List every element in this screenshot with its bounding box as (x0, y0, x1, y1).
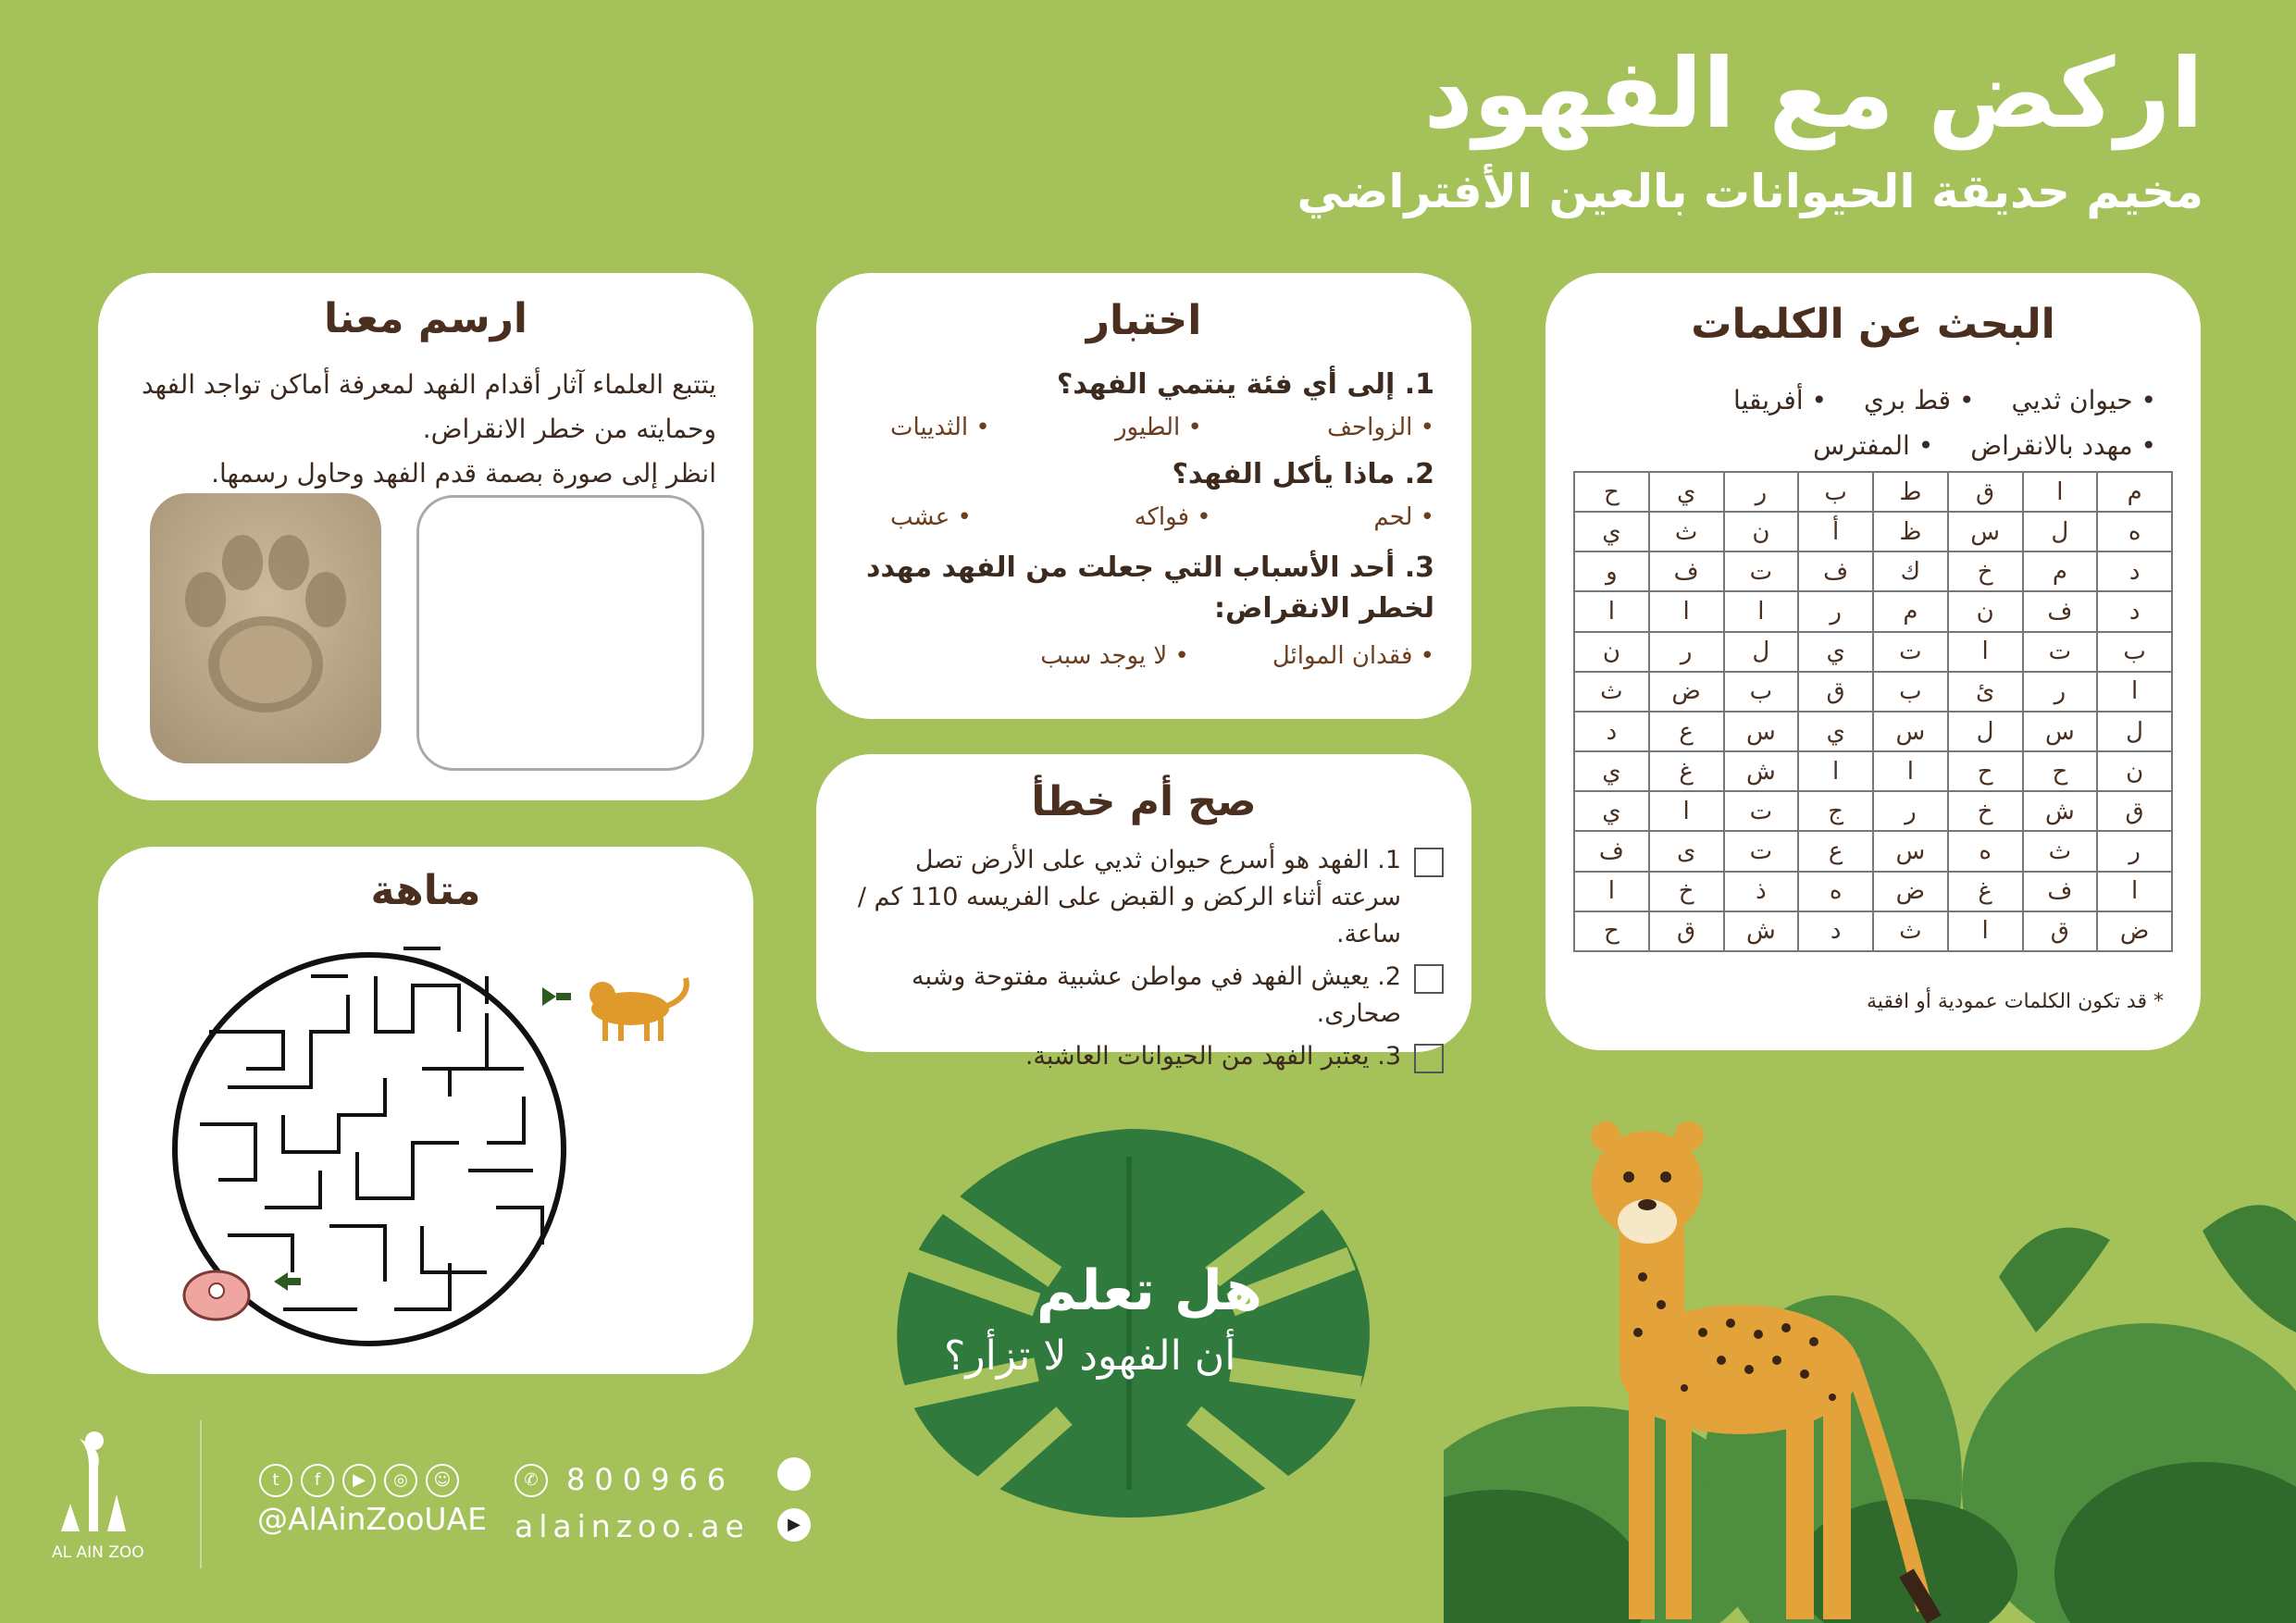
quiz-option[interactable]: • لحم (1373, 503, 1434, 531)
grid-cell[interactable]: خ (1948, 791, 2023, 831)
grid-cell[interactable]: ي (1574, 512, 1649, 551)
grid-cell[interactable]: ح (1574, 472, 1649, 512)
draw-text: يتتبع العلماء آثار أقدام الفهد لمعرفة أماكن تواجد الفهد وحمايته من خطر الانقراض. انظر إلى صورة بصمة قدم الفهد وحاول رسمها. (141, 369, 716, 489)
grid-row (1574, 591, 2172, 631)
grid-cell[interactable]: س (1724, 712, 1799, 751)
grid-cell[interactable]: ه (1948, 831, 2023, 871)
phone-icon: ✆ (515, 1464, 548, 1497)
grid-cell[interactable]: ب (1724, 672, 1799, 712)
word-item: • حيوان ثديي (2011, 385, 2156, 415)
maze-title: متاهة (370, 867, 481, 914)
monstera-leaf-icon (879, 1120, 1379, 1527)
grid-cell[interactable]: س (1948, 512, 2023, 551)
grid-cell[interactable]: ق (1948, 472, 2023, 512)
grid-cell[interactable]: م (1873, 591, 1948, 631)
grid-cell[interactable]: أ (1798, 512, 1873, 551)
quiz-option[interactable]: • الزواحف (1327, 414, 1434, 441)
cheetah-icon (590, 978, 687, 1041)
grid-cell[interactable]: ع (1649, 712, 1724, 751)
grid-cell[interactable]: ط (1873, 472, 1948, 512)
grid-cell[interactable]: ف (2023, 591, 2098, 631)
grid-cell[interactable]: ر (1724, 472, 1799, 512)
tf-item (844, 1038, 1444, 1075)
grid-cell[interactable]: ر (2023, 672, 2098, 712)
grid-cell[interactable]: ن (1574, 632, 1649, 672)
grid-cell[interactable]: ث (2023, 831, 2098, 871)
grid-cell[interactable]: س (1873, 831, 1948, 871)
grid-row (1574, 831, 2172, 871)
did-you-know-text: أن الفهود لا تزأر؟ (944, 1332, 1236, 1380)
grid-cell[interactable]: ه (2097, 512, 2172, 551)
grid-cell[interactable]: ا (2097, 672, 2172, 712)
grid-cell[interactable]: ح (1574, 911, 1649, 951)
grid-cell[interactable]: غ (1649, 751, 1724, 791)
instagram-icon[interactable]: ◎ (384, 1464, 417, 1497)
grid-cell[interactable]: ا (1948, 911, 2023, 951)
grid-cell[interactable]: ف (1798, 551, 1873, 591)
grid-cell[interactable]: ظ (1873, 512, 1948, 551)
twitter-icon[interactable]: t (259, 1464, 292, 1497)
word-list (1577, 385, 2169, 461)
quiz-option[interactable]: • لا يوجد سبب (1040, 642, 1189, 670)
grid-cell[interactable]: ث (1873, 911, 1948, 951)
quiz-title: اختبار (1086, 297, 1202, 344)
word-item: • قط بري (1864, 385, 1974, 415)
snapchat-icon[interactable]: ☺ (426, 1464, 459, 1497)
grid-cell[interactable]: ض (2097, 911, 2172, 951)
footer-divider (200, 1420, 202, 1568)
page-title: اركض مع الفهود (1423, 37, 2203, 150)
grid-cell[interactable]: د (2097, 591, 2172, 631)
grid-cell[interactable]: ا (1724, 591, 1799, 631)
quiz-option[interactable]: • الطيور (1115, 414, 1202, 441)
word-search-grid[interactable] (1573, 471, 2173, 952)
grid-row (1574, 911, 2172, 951)
grid-cell[interactable]: ش (2023, 791, 2098, 831)
page-subtitle: مخيم حديقة الحيوانات بالعين الأفتراضي (1297, 165, 2203, 218)
grid-cell[interactable]: د (2097, 551, 2172, 591)
quiz-option[interactable]: • الثدييات (890, 414, 990, 441)
grid-cell[interactable]: ح (2023, 751, 2098, 791)
grid-cell[interactable]: ا (1873, 751, 1948, 791)
grid-cell[interactable]: ي (1798, 712, 1873, 751)
grid-cell[interactable]: ض (1873, 872, 1948, 911)
website-link[interactable]: alainzoo.ae (515, 1508, 750, 1544)
grid-cell[interactable]: ت (1724, 831, 1799, 871)
grid-row (1574, 751, 2172, 791)
grid-cell[interactable]: ت (1724, 551, 1799, 591)
grid-cell[interactable]: ق (2023, 911, 2098, 951)
grid-cell[interactable]: ر (1798, 591, 1873, 631)
facebook-icon[interactable]: f (301, 1464, 334, 1497)
social-handle[interactable]: @AlAinZooUAE (257, 1501, 487, 1537)
grid-cell[interactable]: س (1873, 712, 1948, 751)
true-false-card (816, 754, 1471, 1071)
draw-title: ارسم معنا (323, 295, 528, 342)
meat-icon (184, 1271, 249, 1319)
grid-cell[interactable]: م (2023, 551, 2098, 591)
true-false-title: صح أم خطأ (1031, 778, 1257, 825)
grid-cell[interactable]: ل (1948, 712, 2023, 751)
grid-row (1574, 672, 2172, 712)
quiz-card (816, 273, 1471, 719)
grid-cell[interactable]: ل (2023, 512, 2098, 551)
grid-cell[interactable]: ه (1798, 872, 1873, 911)
quiz-option[interactable]: • عشب (890, 503, 972, 531)
grid-cell[interactable]: ق (2097, 791, 2172, 831)
grid-cell[interactable]: س (2023, 712, 2098, 751)
grid-cell[interactable]: ك (1873, 551, 1948, 591)
grid-cell[interactable]: خ (1649, 872, 1724, 911)
tf-checkbox[interactable] (1414, 848, 1444, 877)
drawing-area[interactable] (416, 495, 704, 771)
draw-card (98, 273, 753, 800)
grid-cell[interactable]: ب (1873, 672, 1948, 712)
grid-cell[interactable]: ف (2023, 872, 2098, 911)
grid-cell[interactable]: ر (2097, 831, 2172, 871)
grid-cell[interactable]: ئ (1948, 672, 2023, 712)
grid-cell[interactable]: د (1798, 911, 1873, 951)
grid-cell[interactable]: ي (1574, 751, 1649, 791)
grid-cell[interactable]: ت (1724, 791, 1799, 831)
grid-cell[interactable]: خ (1948, 551, 2023, 591)
word-search-note: * قد تكون الكلمات عمودية أو افقية (1866, 990, 2164, 1013)
grid-cell[interactable]: ذ (1724, 872, 1799, 911)
grid-cell[interactable]: ف (1649, 551, 1724, 591)
grid-cell[interactable]: ي (1798, 632, 1873, 672)
grid-cell[interactable]: ش (1724, 911, 1799, 951)
grid-row (1574, 712, 2172, 751)
grid-cell[interactable]: ت (2023, 632, 2098, 672)
grid-row (1574, 472, 2172, 512)
grid-cell[interactable]: ا (1649, 791, 1724, 831)
grid-cell[interactable]: ا (1574, 872, 1649, 911)
word-search-title: البحث عن الكلمات (1691, 301, 2055, 348)
google-play-icon[interactable]: ▶ (777, 1508, 811, 1542)
quiz-option[interactable]: • فقدان الموائل (1272, 642, 1434, 670)
tf-statement: 2. يعيش الفهد في مواطن عشبية مفتوحة وشبه صحارى. (912, 962, 1401, 1028)
tf-item (844, 842, 1444, 953)
grid-cell[interactable]: ب (2097, 632, 2172, 672)
grid-cell[interactable]: م (2097, 472, 2172, 512)
grid-cell[interactable]: ث (1649, 512, 1724, 551)
grid-cell[interactable]: ن (1948, 591, 2023, 631)
grid-cell[interactable]: ث (1574, 672, 1649, 712)
grid-cell[interactable]: ا (1574, 591, 1649, 631)
word-item: • مهدد بالانقراض (1970, 430, 2156, 461)
did-you-know-title: هل تعلم (1036, 1258, 1262, 1323)
grid-cell[interactable]: ع (1798, 831, 1873, 871)
quiz-question-2: 2. ماذا يأكل الفهد؟ (1172, 458, 1434, 490)
grid-cell[interactable]: ح (1948, 751, 2023, 791)
cheetah-illustration (1444, 1092, 2296, 1623)
grid-cell[interactable]: ن (1724, 512, 1799, 551)
word-item: • أفريقيا (1733, 385, 1827, 415)
grid-cell[interactable]: ا (2097, 872, 2172, 911)
grid-cell[interactable]: ل (2097, 712, 2172, 751)
phone-number[interactable]: 800966 (566, 1462, 736, 1497)
grid-row (1574, 512, 2172, 551)
grid-cell[interactable]: د (1574, 712, 1649, 751)
tf-statement: 3. يعتبر الفهد من الحيوانات العاشبة. (1024, 1042, 1401, 1071)
grid-cell[interactable]: ش (1724, 751, 1799, 791)
quiz-question-3: 3. أحد الأسباب التي جعلت من الفهد مهدد لخطر الانقراض: (865, 551, 1434, 625)
grid-cell[interactable]: ي (1574, 791, 1649, 831)
grid-cell[interactable]: ت (1873, 632, 1948, 672)
tf-statement: 1. الفهد هو أسرع حيوان ثديي على الأرض تصل سرعته أثناء الركض و القبض على الفريسه 110 كم / ساعة. (857, 846, 1401, 948)
grid-cell[interactable]: ض (1649, 672, 1724, 712)
grid-row (1574, 872, 2172, 911)
apple-store-icon[interactable] (777, 1457, 811, 1491)
grid-row (1574, 551, 2172, 591)
maze-card (98, 847, 753, 1374)
grid-row (1574, 632, 2172, 672)
grid-cell[interactable]: ل (1724, 632, 1799, 672)
grid-cell[interactable]: ن (2097, 751, 2172, 791)
grid-cell[interactable]: ف (1574, 831, 1649, 871)
grid-cell[interactable]: ا (2023, 472, 2098, 512)
grid-row (1574, 791, 2172, 831)
grid-cell[interactable]: ب (1798, 472, 1873, 512)
quiz-option[interactable]: • فواكه (1135, 503, 1211, 531)
grid-cell[interactable]: ا (1798, 751, 1873, 791)
youtube-icon[interactable]: ▶ (342, 1464, 376, 1497)
quiz-question-1: 1. إلى أي فئة ينتمي الفهد؟ (1056, 368, 1434, 401)
logo-text: AL AIN ZOO (52, 1543, 144, 1562)
tf-checkbox[interactable] (1414, 1044, 1444, 1073)
grid-cell[interactable]: ا (1948, 632, 2023, 672)
grid-cell[interactable]: ي (1649, 472, 1724, 512)
paw-print-image (150, 493, 381, 763)
tf-item (844, 959, 1444, 1033)
grid-cell[interactable]: ى (1649, 831, 1724, 871)
grid-cell[interactable]: غ (1948, 872, 2023, 911)
word-item: • المفترس (1813, 430, 1933, 461)
word-search-card (1545, 273, 2201, 1050)
al-ain-zoo-logo-icon (52, 1430, 163, 1541)
grid-cell[interactable]: ر (1649, 632, 1724, 672)
grid-cell[interactable]: ق (1798, 672, 1873, 712)
grid-cell[interactable]: ج (1798, 791, 1873, 831)
grid-cell[interactable]: و (1574, 551, 1649, 591)
tf-checkbox[interactable] (1414, 964, 1444, 994)
grid-cell[interactable]: ا (1649, 591, 1724, 631)
grid-cell[interactable]: ق (1649, 911, 1724, 951)
grid-cell[interactable]: ر (1873, 791, 1948, 831)
